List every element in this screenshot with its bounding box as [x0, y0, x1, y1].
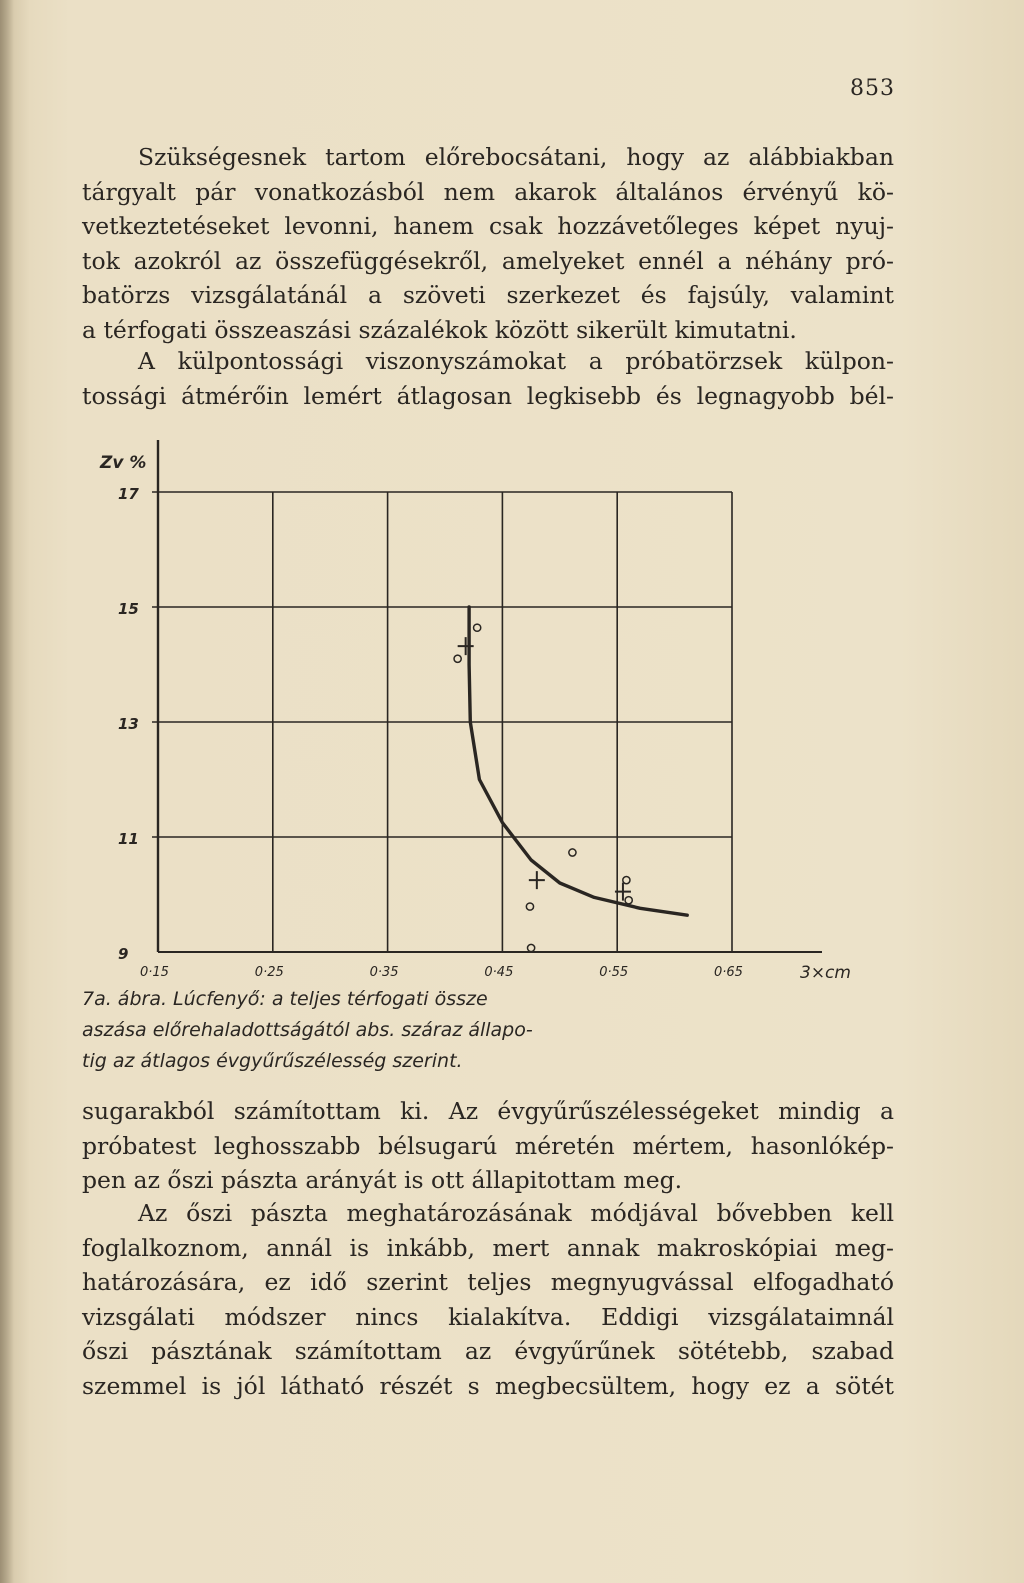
x-tick-label: 0·45 [484, 965, 514, 980]
x-tick-label: 0·65 [714, 965, 743, 980]
x-tick-label: 0·15 [140, 965, 169, 980]
circle-marker [625, 897, 632, 904]
text-line: tok azokról az összefüggésekről, amelyeket ennél a néhány pró- [82, 246, 894, 275]
text-line: vetkeztetéseket levonni, hanem csak hozzávetőleges képet nyuj- [82, 212, 894, 240]
circle-marker [528, 944, 535, 951]
x-tick-label: 0·35 [369, 965, 399, 980]
cross-marker [529, 871, 545, 889]
text-line: szemmel is jól látható részét s megbecsültem, hogy ez a sötét [82, 1371, 894, 1400]
figure-caption [82, 984, 782, 1077]
text-line: tossági átmérőin lemért átlagosan legkisebb és legnagyobb bél- [82, 381, 894, 410]
paragraph-1 [82, 140, 894, 347]
text-line: őszi pásztának számítottam az évgyűrűnek sötétebb, szabad [82, 1337, 894, 1365]
caption-line: 7a. ábra. Lúcfenyő: a teljes térfogati össze [82, 988, 488, 1010]
x-tick-label: 0·55 [599, 965, 629, 980]
y-tick-label: 9 [118, 945, 129, 963]
text-line: foglalkoznom, annál is inkább, mert annak makroskópiai meg- [82, 1233, 894, 1262]
circle-marker [526, 903, 533, 910]
y-tick-label: 13 [118, 715, 139, 733]
text-line: Szükségesnek tartom előrebocsátani, hogy az alábbiakban [138, 143, 894, 171]
text-line: próbatest leghosszabb bélsugarú méretén mértem, hasonlókép- [82, 1131, 894, 1160]
text-line: pen az őszi pászta arányát is ott állapitottam meg. [82, 1166, 683, 1194]
x-axis-label: 3×cm [800, 963, 851, 983]
paragraph-2 [82, 344, 894, 413]
y-tick-label: 15 [118, 600, 139, 618]
paragraph-4 [82, 1196, 894, 1403]
circle-marker [454, 655, 461, 662]
y-tick-label: 11 [118, 830, 139, 848]
y-axis-label: Zv % [100, 453, 147, 473]
text-line: határozására, ez idő szerint teljes megnyugvással elfogadható [82, 1268, 894, 1296]
cross-marker [458, 637, 474, 655]
text-line: A külpontossági viszonyszámokat a próbatörzsek külpon- [138, 347, 894, 375]
paragraph-3 [82, 1094, 894, 1198]
text-line: Az őszi pászta meghatározásának módjával bővebben kell [138, 1199, 894, 1227]
text-line: sugarakból számítottam ki. Az évgyűrűszélességeket mindig a [82, 1097, 894, 1125]
text-line: tárgyalt pár vonatkozásból nem akarok általános érvényű kö- [82, 177, 894, 206]
caption-line: aszása előrehaladottságától abs. száraz állapo- [82, 1019, 533, 1041]
caption-line: tig az átlagos évgyűrűszélesség szerint. [82, 1050, 463, 1072]
page-number: 853 [850, 76, 895, 101]
spine-shadow [0, 0, 14, 1583]
y-tick-label: 17 [118, 485, 139, 503]
x-tick-label: 0·25 [254, 965, 284, 980]
circle-marker [474, 624, 481, 631]
text-line: batörzs vizsgálatánál a szöveti szerkezet és fajsúly, valamint [82, 281, 894, 309]
chart-svg [82, 430, 902, 990]
text-line: a térfogati összeaszási százalékok között sikerült kimutatni. [82, 315, 797, 344]
text-line: vizsgálati módszer nincs kialakítva. Eddigi vizsgálataimnál [82, 1302, 894, 1331]
circle-marker [569, 849, 576, 856]
